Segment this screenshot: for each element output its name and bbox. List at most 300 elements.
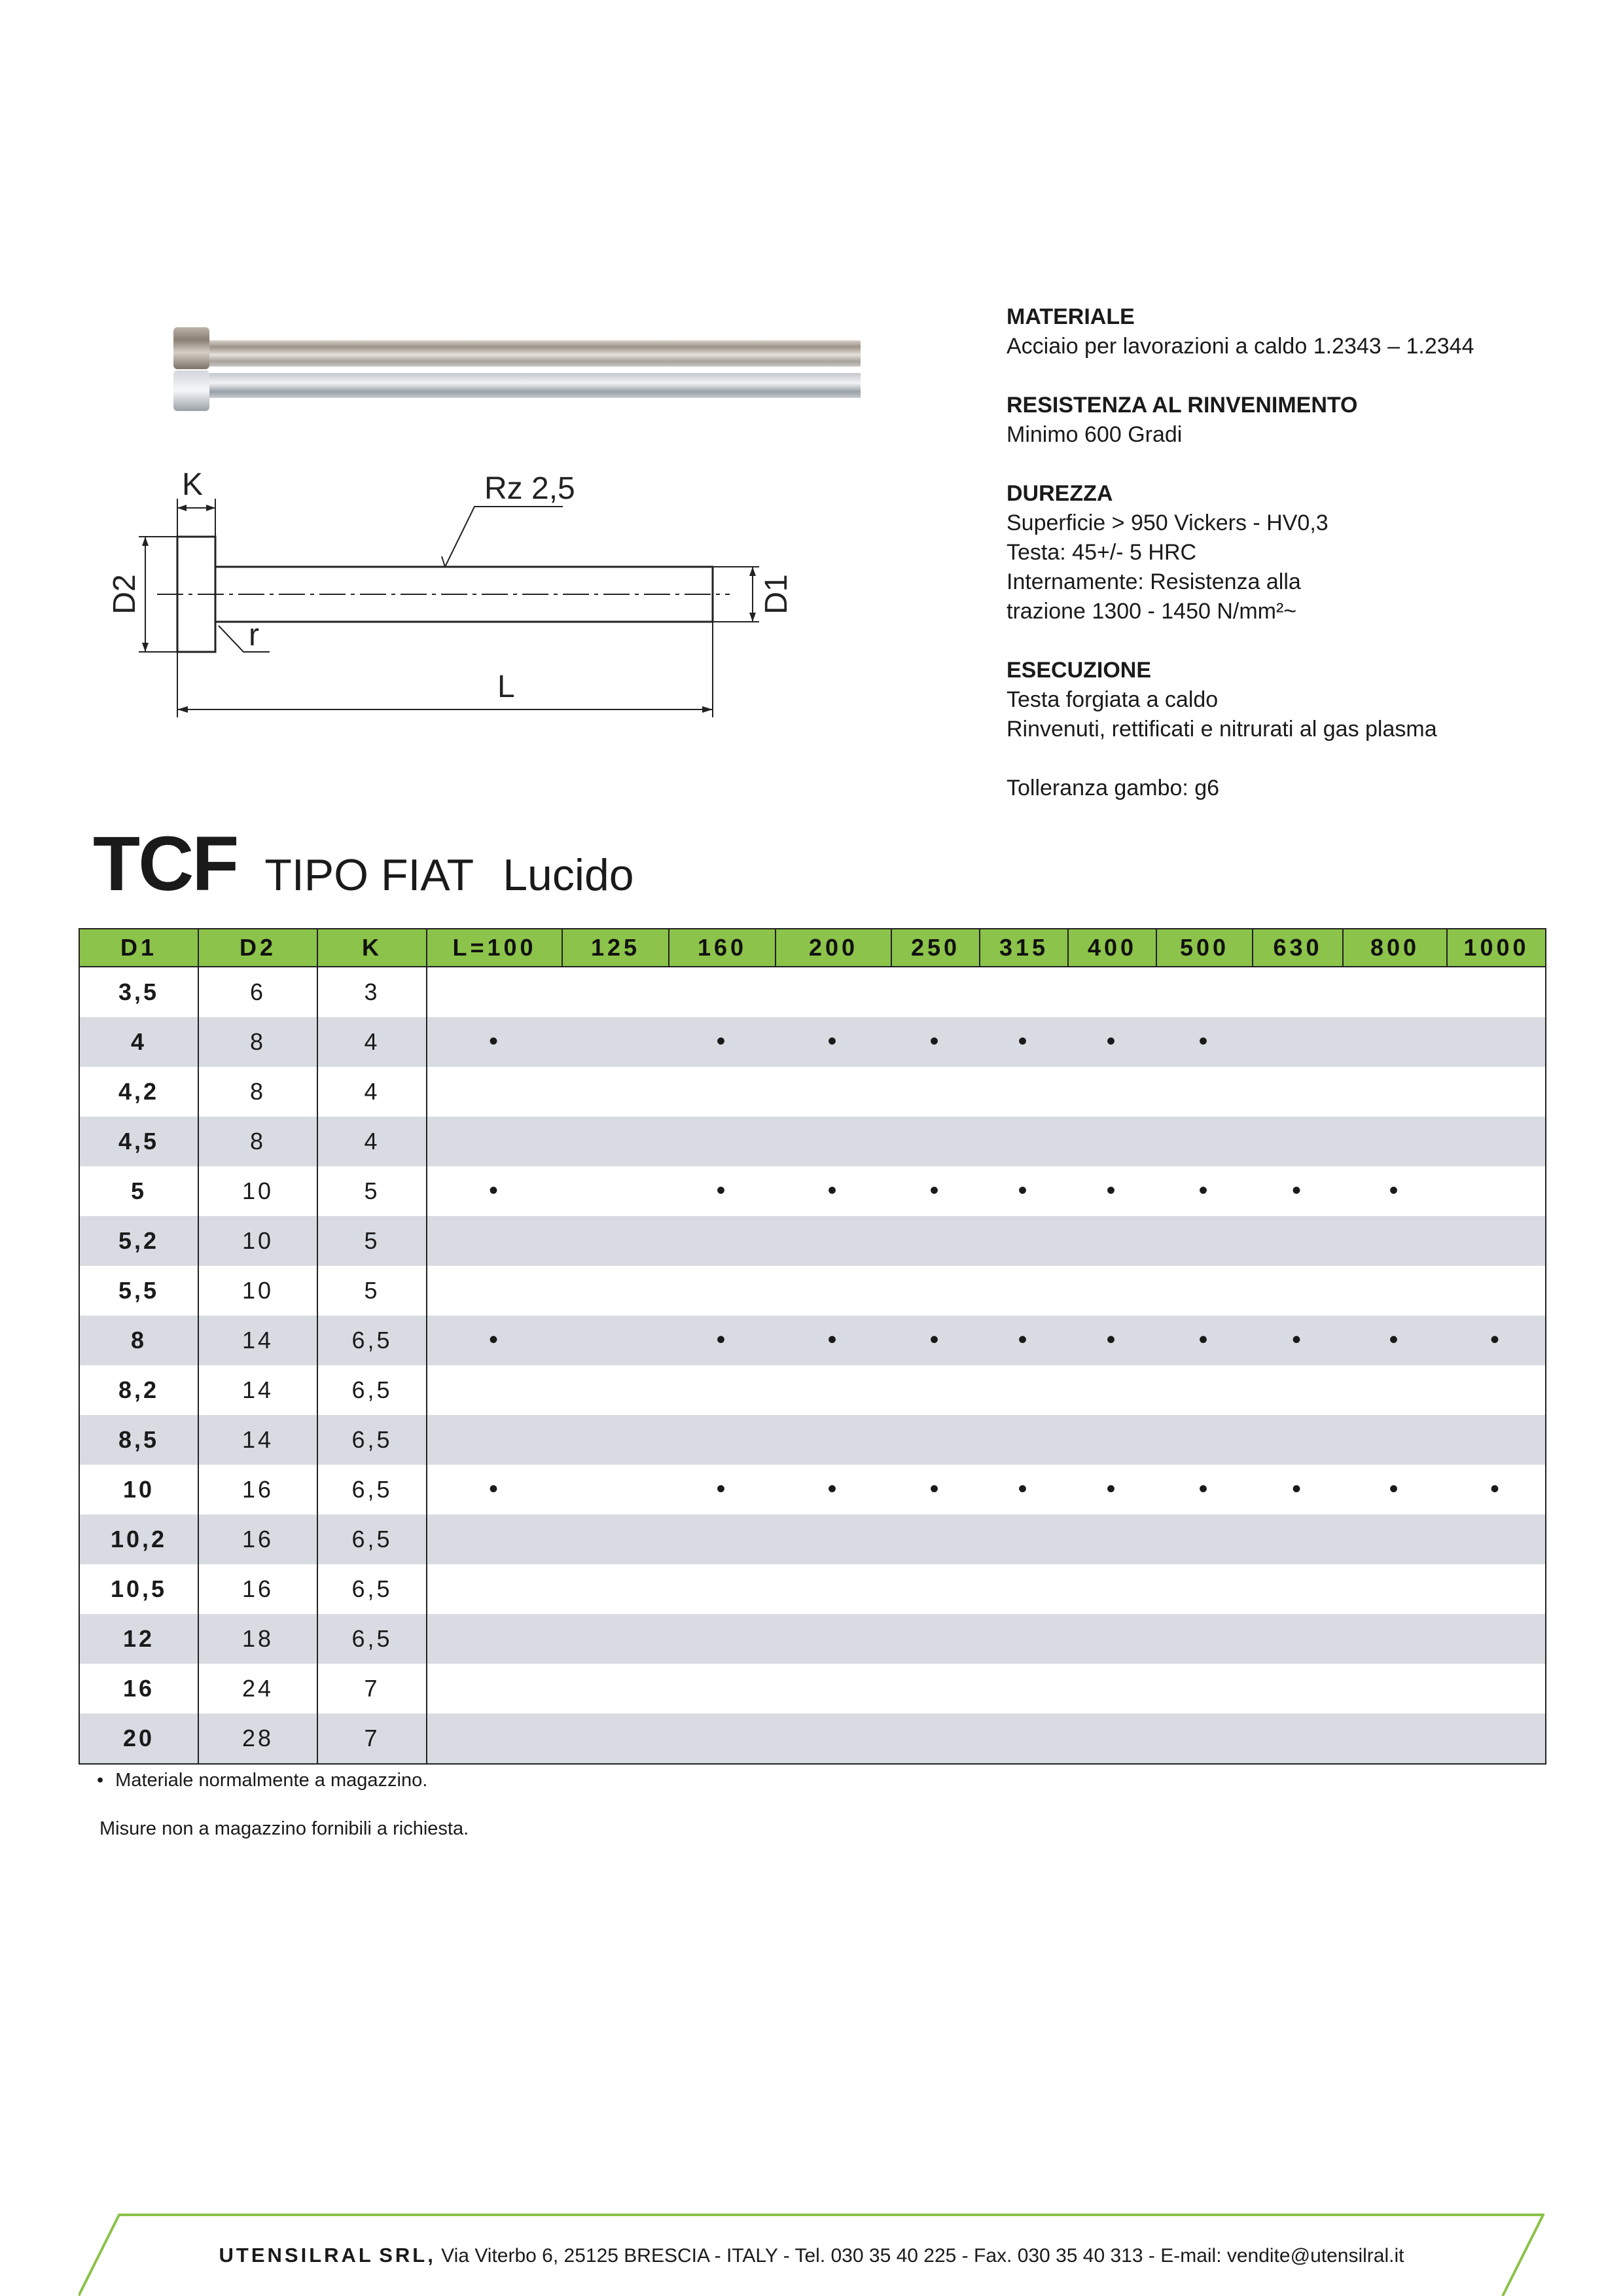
in-stock-dot-icon: •	[1291, 1325, 1304, 1354]
in-stock-dot-icon: •	[929, 1176, 942, 1205]
cell-d2: 28	[198, 1713, 317, 1764]
availability-cell	[776, 1166, 891, 1216]
table-row	[79, 1614, 1546, 1664]
availability-cell	[1447, 1216, 1546, 1266]
availability-cell	[891, 1664, 980, 1713]
cell-d1: 5,5	[79, 1266, 198, 1316]
column-header: 630	[1253, 929, 1343, 967]
availability-cell	[1068, 1117, 1156, 1166]
availability-cell	[1447, 1117, 1546, 1166]
in-stock-dot-icon: •	[827, 1475, 840, 1503]
drawing-label-l: L	[497, 670, 515, 704]
spec-block	[1007, 302, 1596, 361]
spec-line: Internamente: Resistenza alla	[1007, 569, 1301, 594]
availability-cell	[1253, 1365, 1343, 1415]
availability-cell	[1156, 1564, 1253, 1614]
table-row	[79, 967, 1546, 1017]
availability-cell	[562, 1017, 669, 1067]
footer-address: Via Viterbo 6, 25125 BRESCIA - ITALY - Tel. 030 35 40 225 - Fax. 030 35 40 313 - E-mail: vendite@utensilral.it	[441, 2245, 1404, 2267]
availability-cell	[1156, 1465, 1253, 1515]
availability-cell	[1253, 1713, 1343, 1764]
in-stock-dot-icon: •	[488, 1475, 501, 1503]
spec-heading: ESECUZIONE	[1007, 658, 1152, 683]
availability-cell	[1343, 1664, 1447, 1713]
availability-cell	[669, 967, 776, 1017]
cell-d1: 8,5	[79, 1415, 198, 1465]
product-finish: Lucido	[503, 850, 634, 900]
pin-head-upper	[173, 327, 209, 369]
technical-drawing	[98, 458, 929, 733]
availability-cell	[980, 1266, 1068, 1316]
availability-cell	[1343, 1166, 1447, 1216]
in-stock-dot-icon: •	[827, 1176, 840, 1205]
availability-cell	[562, 1166, 669, 1216]
availability-cell	[776, 1365, 891, 1415]
availability-cell	[562, 1465, 669, 1515]
availability-cell	[1447, 1415, 1546, 1465]
availability-cell	[427, 1664, 562, 1713]
table-row	[79, 1415, 1546, 1465]
availability-cell	[1343, 1713, 1447, 1764]
availability-cell	[1253, 1465, 1343, 1515]
in-stock-dot-icon: •	[1291, 1176, 1304, 1205]
availability-cell	[1447, 1465, 1546, 1515]
cell-d1: 10,2	[79, 1515, 198, 1564]
availability-cell	[891, 1166, 980, 1216]
availability-cell	[1068, 1515, 1156, 1564]
availability-cell	[427, 1117, 562, 1166]
in-stock-dot-icon: •	[1291, 1475, 1304, 1503]
cell-d2: 16	[198, 1465, 317, 1515]
availability-cell	[669, 1166, 776, 1216]
drawing-label-d1: D1	[759, 574, 794, 615]
cell-k: 6,5	[317, 1515, 427, 1564]
in-stock-dot-icon: •	[1389, 1325, 1401, 1354]
availability-cell	[776, 1316, 891, 1365]
pin-head-lower	[173, 370, 209, 411]
table-row	[79, 1664, 1546, 1713]
product-title	[93, 819, 634, 905]
note-bullet: •	[97, 1770, 104, 1791]
in-stock-dot-icon: •	[929, 1027, 942, 1056]
in-stock-dot-icon: •	[716, 1027, 728, 1056]
availability-cell	[669, 1117, 776, 1166]
drawing-label-r: r	[249, 618, 259, 653]
cell-d2: 10	[198, 1266, 317, 1316]
availability-cell	[562, 1067, 669, 1117]
availability-cell	[1068, 1067, 1156, 1117]
cell-k: 3	[317, 967, 427, 1017]
cell-k: 4	[317, 1067, 427, 1117]
availability-cell	[1068, 1664, 1156, 1713]
availability-cell	[669, 1713, 776, 1764]
cell-k: 7	[317, 1664, 427, 1713]
column-header: L=100	[427, 929, 562, 967]
availability-cell	[776, 1017, 891, 1067]
column-header: 400	[1068, 929, 1156, 967]
cell-d2: 16	[198, 1564, 317, 1614]
availability-cell	[1156, 1365, 1253, 1415]
availability-cell	[1447, 1266, 1546, 1316]
spec-heading: RESISTENZA AL RINVENIMENTO	[1007, 393, 1358, 418]
table-row	[79, 1166, 1546, 1216]
drawing-label-k: K	[182, 467, 204, 502]
in-stock-dot-icon: •	[1198, 1176, 1211, 1205]
availability-cell	[1068, 1266, 1156, 1316]
availability-cell	[562, 1564, 669, 1614]
in-stock-dot-icon: •	[1198, 1475, 1211, 1503]
availability-cell	[562, 1365, 669, 1415]
availability-cell	[980, 1166, 1068, 1216]
footer-contact	[0, 2244, 1623, 2267]
availability-cell	[1343, 1564, 1447, 1614]
cell-d2: 16	[198, 1515, 317, 1564]
availability-cell	[1068, 967, 1156, 1017]
availability-cell	[776, 1216, 891, 1266]
table-row	[79, 1117, 1546, 1166]
availability-cell	[891, 1365, 980, 1415]
cell-d1: 5,2	[79, 1216, 198, 1266]
in-stock-dot-icon: •	[1198, 1325, 1211, 1354]
availability-cell	[1068, 1017, 1156, 1067]
availability-cell	[1068, 1316, 1156, 1365]
availability-cell	[1447, 1166, 1546, 1216]
availability-cell	[669, 1515, 776, 1564]
availability-cell	[1253, 1067, 1343, 1117]
table-row	[79, 1564, 1546, 1614]
cell-d1: 8	[79, 1316, 198, 1365]
availability-cell	[669, 1564, 776, 1614]
spec-line: Tolleranza gambo: g6	[1007, 776, 1220, 800]
availability-cell	[562, 1664, 669, 1713]
in-stock-dot-icon: •	[1018, 1325, 1030, 1354]
availability-cell	[891, 1614, 980, 1664]
availability-cell	[980, 1067, 1068, 1117]
in-stock-dot-icon: •	[827, 1027, 840, 1056]
availability-cell	[1253, 1117, 1343, 1166]
availability-cell	[980, 1713, 1068, 1764]
column-header: K	[317, 929, 427, 967]
availability-cell	[1068, 1166, 1156, 1216]
availability-cell	[776, 1117, 891, 1166]
availability-cell	[1253, 1316, 1343, 1365]
in-stock-dot-icon: •	[929, 1325, 942, 1354]
in-stock-dot-icon: •	[488, 1027, 501, 1056]
in-stock-dot-icon: •	[1106, 1475, 1118, 1503]
availability-cell	[1156, 1515, 1253, 1564]
in-stock-dot-icon: •	[1489, 1325, 1502, 1354]
table-row	[79, 1316, 1546, 1365]
availability-cell	[776, 1415, 891, 1465]
cell-d2: 14	[198, 1415, 317, 1465]
availability-cell	[1156, 1017, 1253, 1067]
availability-cell	[669, 1465, 776, 1515]
table-row	[79, 1713, 1546, 1764]
cell-d2: 24	[198, 1664, 317, 1713]
cell-d1: 5	[79, 1166, 198, 1216]
availability-cell	[1253, 967, 1343, 1017]
availability-cell	[1068, 1415, 1156, 1465]
availability-cell	[1343, 1415, 1447, 1465]
table-row	[79, 1365, 1546, 1415]
availability-cell	[562, 1266, 669, 1316]
drawing-label-d2: D2	[107, 574, 142, 615]
availability-cell	[1253, 1564, 1343, 1614]
availability-cell	[891, 967, 980, 1017]
availability-cell	[1068, 1564, 1156, 1614]
cell-d1: 12	[79, 1614, 198, 1664]
availability-cell	[1253, 1614, 1343, 1664]
availability-cell	[427, 1316, 562, 1365]
availability-cell	[980, 1614, 1068, 1664]
spec-line: Testa forgiata a caldo	[1007, 687, 1219, 712]
availability-cell	[1447, 1664, 1546, 1713]
spec-block	[1007, 774, 1596, 803]
availability-cell	[891, 1465, 980, 1515]
column-header: 800	[1343, 929, 1447, 967]
column-header: 250	[891, 929, 980, 967]
cell-k: 4	[317, 1117, 427, 1166]
availability-cell	[1156, 967, 1253, 1017]
in-stock-dot-icon: •	[488, 1325, 501, 1354]
availability-cell	[891, 1515, 980, 1564]
stock-note	[97, 1770, 427, 1791]
availability-cell	[1156, 1614, 1253, 1664]
availability-cell	[1343, 1515, 1447, 1564]
cell-d2: 14	[198, 1316, 317, 1365]
availability-cell	[980, 967, 1068, 1017]
availability-cell	[980, 1415, 1068, 1465]
availability-cell	[1156, 1415, 1253, 1465]
availability-cell	[1447, 1316, 1546, 1365]
ejector-pin-photo	[173, 321, 867, 419]
availability-cell	[1447, 1365, 1546, 1415]
availability-cell	[776, 1614, 891, 1664]
availability-cell	[776, 1664, 891, 1713]
availability-cell	[980, 1365, 1068, 1415]
in-stock-dot-icon: •	[929, 1475, 942, 1503]
cell-d2: 8	[198, 1117, 317, 1166]
availability-cell	[427, 1713, 562, 1764]
availability-cell	[1253, 1266, 1343, 1316]
availability-cell	[891, 1415, 980, 1465]
availability-cell	[891, 1117, 980, 1166]
product-code: TCF	[93, 821, 238, 907]
availability-cell	[427, 967, 562, 1017]
availability-cell	[776, 1266, 891, 1316]
cell-k: 6,5	[317, 1465, 427, 1515]
availability-cell	[1068, 1465, 1156, 1515]
spec-line: Superficie > 950 Vickers - HV0,3	[1007, 511, 1329, 535]
cell-k: 5	[317, 1166, 427, 1216]
table-row	[79, 1465, 1546, 1515]
availability-cell	[1253, 1166, 1343, 1216]
availability-cell	[1068, 1713, 1156, 1764]
in-stock-dot-icon: •	[1389, 1475, 1401, 1503]
availability-cell	[980, 1515, 1068, 1564]
spec-block	[1007, 391, 1596, 450]
column-header: 1000	[1447, 929, 1546, 967]
availability-cell	[1068, 1216, 1156, 1266]
availability-cell	[1343, 1067, 1447, 1117]
table-row	[79, 1266, 1546, 1316]
availability-cell	[562, 1117, 669, 1166]
availability-cell	[980, 1017, 1068, 1067]
availability-cell	[562, 1216, 669, 1266]
product-type: TIPO FIAT	[264, 850, 474, 900]
availability-cell	[427, 1017, 562, 1067]
column-header: 160	[669, 929, 776, 967]
cell-d2: 14	[198, 1365, 317, 1415]
availability-cell	[980, 1117, 1068, 1166]
cell-k: 7	[317, 1713, 427, 1764]
availability-cell	[562, 1713, 669, 1764]
availability-cell	[427, 1266, 562, 1316]
availability-cell	[1343, 1216, 1447, 1266]
cell-k: 6,5	[317, 1316, 427, 1365]
cell-d1: 4,2	[79, 1067, 198, 1117]
availability-cell	[562, 1515, 669, 1564]
column-header: 200	[776, 929, 891, 967]
cell-d1: 8,2	[79, 1365, 198, 1415]
availability-cell	[1156, 1266, 1253, 1316]
availability-cell	[427, 1216, 562, 1266]
in-stock-dot-icon: •	[1018, 1027, 1030, 1056]
availability-cell	[776, 1564, 891, 1614]
availability-cell	[891, 1067, 980, 1117]
pin-shaft-lower	[206, 373, 861, 398]
cell-d1: 3,5	[79, 967, 198, 1017]
table-header-row	[79, 929, 1546, 967]
in-stock-dot-icon: •	[827, 1325, 840, 1354]
spec-heading: MATERIALE	[1007, 304, 1135, 329]
in-stock-dot-icon: •	[1018, 1176, 1030, 1205]
availability-cell	[1343, 1266, 1447, 1316]
table-row	[79, 1216, 1546, 1266]
cell-d1: 4	[79, 1017, 198, 1067]
spec-line: trazione 1300 - 1450 N/mm²~	[1007, 599, 1297, 624]
spec-line: Minimo 600 Gradi	[1007, 422, 1183, 447]
in-stock-dot-icon: •	[1106, 1325, 1118, 1354]
availability-cell	[1447, 1515, 1546, 1564]
column-header: 500	[1156, 929, 1253, 967]
cell-k: 6,5	[317, 1564, 427, 1614]
availability-cell	[427, 1166, 562, 1216]
in-stock-dot-icon: •	[1489, 1475, 1502, 1503]
availability-cell	[669, 1415, 776, 1465]
table-row	[79, 1067, 1546, 1117]
in-stock-dot-icon: •	[1106, 1027, 1118, 1056]
cell-d2: 18	[198, 1614, 317, 1664]
in-stock-dot-icon: •	[1389, 1176, 1401, 1205]
availability-cell	[776, 1067, 891, 1117]
spec-line: Testa: 45+/- 5 HRC	[1007, 540, 1197, 565]
availability-cell	[1156, 1067, 1253, 1117]
availability-cell	[891, 1713, 980, 1764]
request-note: Misure non a magazzino fornibili a richiesta.	[99, 1818, 469, 1839]
cell-k: 5	[317, 1216, 427, 1266]
availability-cell	[1343, 1316, 1447, 1365]
cell-d2: 6	[198, 967, 317, 1017]
availability-cell	[427, 1564, 562, 1614]
availability-cell	[1343, 1465, 1447, 1515]
availability-cell	[427, 1465, 562, 1515]
cell-k: 6,5	[317, 1365, 427, 1415]
availability-cell	[1343, 1117, 1447, 1166]
availability-cell	[1156, 1216, 1253, 1266]
in-stock-dot-icon: •	[716, 1325, 728, 1354]
in-stock-dot-icon: •	[716, 1475, 728, 1503]
column-header: 125	[562, 929, 669, 967]
availability-cell	[427, 1067, 562, 1117]
availability-cell	[776, 1465, 891, 1515]
availability-cell	[891, 1017, 980, 1067]
cell-d1: 4,5	[79, 1117, 198, 1166]
cell-d1: 20	[79, 1713, 198, 1764]
availability-cell	[980, 1216, 1068, 1266]
spec-block	[1007, 479, 1596, 626]
footer-srl: SRL,	[379, 2244, 436, 2267]
in-stock-dot-icon: •	[1106, 1176, 1118, 1205]
in-stock-dot-icon: •	[716, 1176, 728, 1205]
availability-cell	[1156, 1664, 1253, 1713]
availability-cell	[1156, 1713, 1253, 1764]
availability-cell	[980, 1316, 1068, 1365]
cell-k: 4	[317, 1017, 427, 1067]
availability-cell	[1447, 1713, 1546, 1764]
availability-cell	[427, 1515, 562, 1564]
column-header: D1	[79, 929, 198, 967]
spec-list	[1007, 302, 1596, 803]
availability-cell	[1156, 1166, 1253, 1216]
availability-cell	[1156, 1316, 1253, 1365]
availability-cell	[1253, 1415, 1343, 1465]
availability-cell	[1068, 1614, 1156, 1664]
availability-cell	[562, 1614, 669, 1664]
availability-cell	[427, 1415, 562, 1465]
availability-cell	[562, 1316, 669, 1365]
availability-cell	[980, 1465, 1068, 1515]
cell-k: 6,5	[317, 1415, 427, 1465]
availability-cell	[669, 1017, 776, 1067]
column-header: 315	[980, 929, 1068, 967]
cell-d2: 10	[198, 1166, 317, 1216]
availability-cell	[1068, 1365, 1156, 1415]
availability-cell	[562, 1415, 669, 1465]
in-stock-dot-icon: •	[1018, 1475, 1030, 1503]
availability-cell	[776, 1713, 891, 1764]
availability-cell	[669, 1614, 776, 1664]
spec-line: Rinvenuti, rettificati e nitrurati al gas plasma	[1007, 717, 1437, 742]
table-row	[79, 1017, 1546, 1067]
availability-cell	[1253, 1017, 1343, 1067]
availability-cell	[1343, 1614, 1447, 1664]
availability-cell	[980, 1664, 1068, 1713]
availability-cell	[427, 1365, 562, 1415]
availability-cell	[1447, 1067, 1546, 1117]
availability-cell	[427, 1614, 562, 1664]
availability-cell	[1253, 1216, 1343, 1266]
availability-cell	[1343, 1365, 1447, 1415]
dimension-table	[79, 928, 1546, 1765]
availability-cell	[980, 1564, 1068, 1614]
drawing-label-rz: Rz 2,5	[484, 471, 575, 506]
column-header: D2	[198, 929, 317, 967]
footer-brand: UTENSILRAL	[219, 2244, 374, 2267]
spec-line: Acciaio per lavorazioni a caldo 1.2343 – 1.2344	[1007, 334, 1474, 359]
cell-d2: 8	[198, 1017, 317, 1067]
availability-cell	[669, 1316, 776, 1365]
